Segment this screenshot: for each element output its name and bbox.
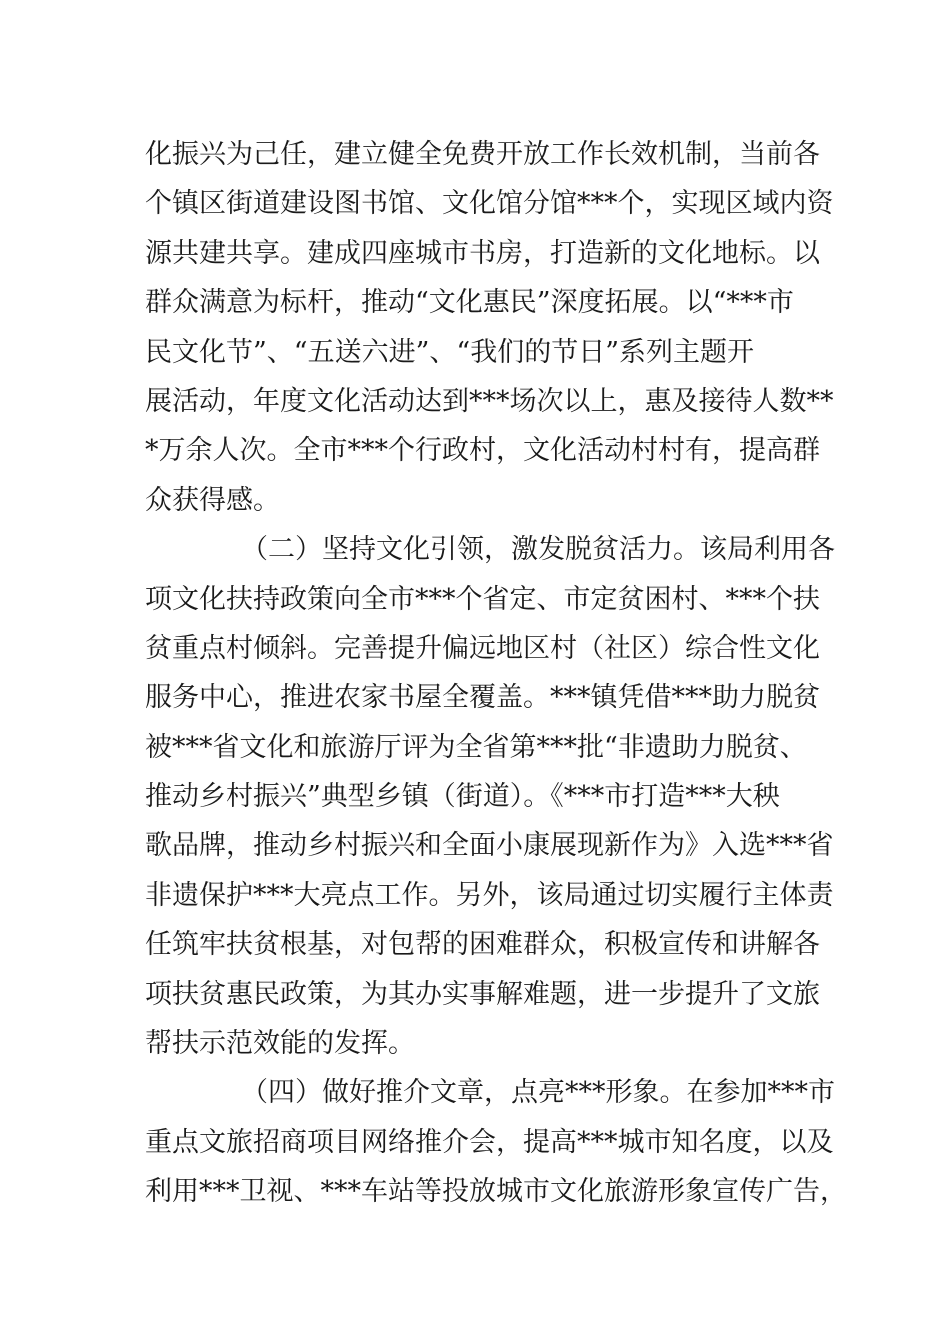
text-line: 民文化节”、“五送六进”、“我们的节日”系列主题开 bbox=[145, 336, 755, 368]
text-line: 非遗保护***大亮点工作。另外，该局通过切实履行主体责 bbox=[145, 879, 834, 911]
paragraph-first-line: （二）坚持文化引领，激发脱贫活力。该局利用各 bbox=[241, 534, 835, 566]
text-line: 被***省文化和旅游厅评为全省第***批“非遗助力脱贫、 bbox=[145, 731, 807, 763]
text-line: 贫重点村倾斜。完善提升偏远地区村（社区）综合性文化 bbox=[145, 632, 820, 664]
document-body bbox=[145, 130, 847, 1217]
text-line: 展活动，年度文化活动达到***场次以上，惠及接待人数** bbox=[145, 385, 834, 417]
paragraph-3 bbox=[145, 1068, 847, 1216]
text-line: 项文化扶持政策向全市***个省定、市定贫困村、***个扶 bbox=[145, 583, 820, 615]
text-line: 项扶贫惠民政策，为其办实事解难题，进一步提升了文旅 bbox=[145, 978, 820, 1010]
text-line: 歌品牌，推动乡村振兴和全面小康展现新作为》入选***省 bbox=[145, 830, 834, 862]
text-line: 帮扶示范效能的发挥。 bbox=[145, 1028, 415, 1060]
text-line: 服务中心，推进农家书屋全覆盖。***镇凭借***助力脱贫 bbox=[145, 682, 820, 714]
text-line: 个镇区街道建设图书馆、文化馆分馆***个，实现区域内资 bbox=[145, 188, 834, 220]
text-line: 众获得感。 bbox=[145, 484, 280, 516]
text-line: 任筑牢扶贫根基，对包帮的困难群众，积极宣传和讲解各 bbox=[145, 929, 820, 961]
text-line: *万余人次。全市***个行政村，文化活动村村有，提高群 bbox=[145, 435, 820, 467]
text-line: 利用***卫视、***车站等投放城市文化旅游形象宣传广告， bbox=[145, 1176, 847, 1208]
paragraph-1-continued bbox=[145, 130, 835, 525]
text-line: 重点文旅招商项目网络推介会，提高***城市知名度，以及 bbox=[145, 1126, 834, 1158]
paragraph-first-line: （四）做好推介文章，点亮***形象。在参加***市 bbox=[241, 1077, 835, 1109]
text-line: 推动乡村振兴”典型乡镇（街道）。《***市打造***大秧 bbox=[145, 781, 780, 813]
text-line: 化振兴为己任，建立健全免费开放工作长效机制，当前各 bbox=[145, 139, 820, 170]
text-line: 源共建共享。建成四座城市书房，打造新的文化地标。以 bbox=[145, 237, 820, 269]
text-line: 群众满意为标杆，推动“文化惠民”深度拓展。以“***市 bbox=[145, 287, 794, 319]
paragraph-2 bbox=[145, 525, 835, 1068]
